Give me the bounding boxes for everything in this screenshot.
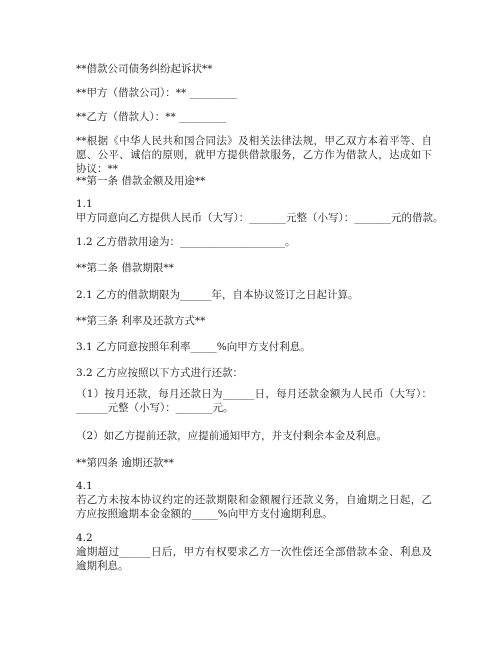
section-4-1-number: 4.1 <box>76 480 93 492</box>
article-2-heading: **第二条 借款期限** <box>76 262 174 274</box>
article-4-heading: **第四条 逾期还款** <box>76 457 174 469</box>
article-3-heading: **第三条 利率及还款方式** <box>76 315 206 327</box>
article-1-heading: **第一条 借款金额及用途** <box>76 175 206 187</box>
party-a-line: **甲方（借款公司）：** _________ <box>76 87 237 99</box>
section-4-2-text: 逾期超过______日后，甲方有权要求乙方一次性偿还全部借款本金、利息及逾期利息。 <box>76 546 432 572</box>
party-b-line: **乙方（借款人）：** _________ <box>76 111 227 123</box>
section-1-2: 1.2 乙方借款用途为：____________________。 <box>76 236 296 248</box>
document-title: **借款公司债务纠纷起诉状** <box>76 63 213 75</box>
section-3-2: 3.2 乙方应按照以下方式进行还款： <box>76 367 244 379</box>
section-3-2-item-1: （1）按月还款，每月还款日为______日，每月还款金额为人民币（大写）：______元整（小写）：_______元。 <box>76 388 432 414</box>
section-1-1-number: 1.1 <box>76 198 93 210</box>
section-4-2-number: 4.2 <box>76 532 93 544</box>
section-1-1-text: 甲方同意向乙方提供人民币（大写）：_______元整（小写）：_______元的借款。 <box>76 212 444 224</box>
section-2-1: 2.1 乙方的借款期限为______年，自本协议签订之日起计算。 <box>76 289 359 301</box>
section-3-1: 3.1 乙方同意按照年利率_____%向甲方支付利息。 <box>76 341 311 353</box>
section-4-1-text: 若乙方未按本协议约定的还款期限和金额履行还款义务，自逾期之日起，乙方应按照逾期本金金额的_____%向甲方支付逾期利息。 <box>76 494 432 520</box>
section-3-2-item-2: （2）如乙方提前还款，应提前通知甲方，并支付剩余本金及利息。 <box>76 430 388 442</box>
preamble-paragraph: **根据《中华人民共和国合同法》及相关法律法规，甲乙双方本着平等、自愿、公平、诚信的原则，就甲方提供借款服务，乙方作为借款人，达成如下协议：** <box>76 135 432 175</box>
